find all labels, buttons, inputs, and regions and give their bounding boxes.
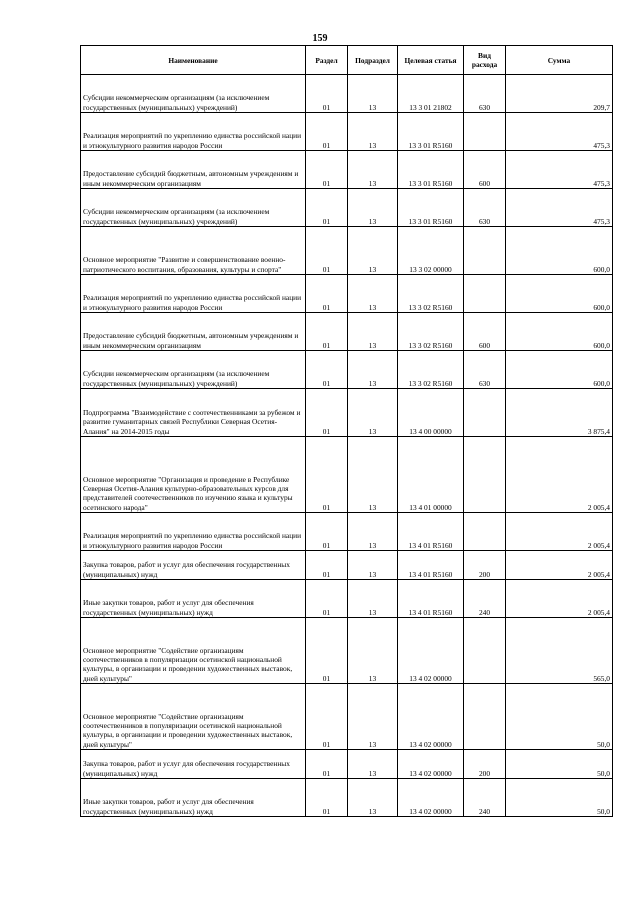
row-razdel: 01 bbox=[306, 551, 348, 580]
row-vid: 630 bbox=[464, 189, 506, 227]
row-name: Предоставление субсидий бюджетным, автономным учреждениям и иным некоммерческим организациям bbox=[81, 151, 306, 189]
row-podrazdel: 13 bbox=[348, 275, 398, 313]
row-summa: 565,0 bbox=[506, 618, 613, 684]
row-podrazdel: 13 bbox=[348, 750, 398, 779]
row-podrazdel: 13 bbox=[348, 113, 398, 151]
table-row bbox=[81, 684, 613, 750]
row-name: Субсидии некоммерческим организациям (за исключением государственных (муниципальных) учреждений) bbox=[81, 75, 306, 113]
table-row bbox=[81, 313, 613, 351]
column-header-vid: Вид расхода bbox=[464, 46, 506, 75]
row-podrazdel: 13 bbox=[348, 389, 398, 437]
row-summa: 3 875,4 bbox=[506, 389, 613, 437]
table-row bbox=[81, 75, 613, 113]
row-statya: 13 3 01 21802 bbox=[398, 75, 464, 113]
row-summa: 209,7 bbox=[506, 75, 613, 113]
table-row bbox=[81, 437, 613, 513]
row-razdel: 01 bbox=[306, 750, 348, 779]
row-vid: 240 bbox=[464, 779, 506, 817]
row-razdel: 01 bbox=[306, 618, 348, 684]
row-statya: 13 4 02 00000 bbox=[398, 779, 464, 817]
row-summa: 50,0 bbox=[506, 750, 613, 779]
row-podrazdel: 13 bbox=[348, 779, 398, 817]
row-vid bbox=[464, 618, 506, 684]
row-name: Основное мероприятие "Развитие и совершенствование военно-патриотического воспитания, образования, культуры и спорта" bbox=[81, 227, 306, 275]
row-vid bbox=[464, 389, 506, 437]
row-name: Предоставление субсидий бюджетным, автономным учреждениям и иным некоммерческим организациям bbox=[81, 313, 306, 351]
row-podrazdel: 13 bbox=[348, 618, 398, 684]
row-statya: 13 4 01 R5160 bbox=[398, 551, 464, 580]
row-podrazdel: 13 bbox=[348, 151, 398, 189]
row-statya: 13 4 02 00000 bbox=[398, 618, 464, 684]
table-row bbox=[81, 618, 613, 684]
row-podrazdel: 13 bbox=[348, 513, 398, 551]
table-row bbox=[81, 351, 613, 389]
row-name: Реализация мероприятий по укреплению единства российской нации и этнокультурного развития народов России bbox=[81, 275, 306, 313]
row-name: Субсидии некоммерческим организациям (за исключением государственных (муниципальных) учреждений) bbox=[81, 189, 306, 227]
table-row bbox=[81, 227, 613, 275]
row-vid bbox=[464, 684, 506, 750]
row-vid bbox=[464, 275, 506, 313]
row-name: Субсидии некоммерческим организациям (за исключением государственных (муниципальных) учреждений) bbox=[81, 351, 306, 389]
column-header-statya: Целевая статья bbox=[398, 46, 464, 75]
table-header bbox=[81, 46, 613, 75]
row-summa: 475,3 bbox=[506, 113, 613, 151]
row-vid bbox=[464, 437, 506, 513]
table-body bbox=[81, 75, 613, 817]
row-podrazdel: 13 bbox=[348, 684, 398, 750]
row-name: Реализация мероприятий по укреплению единства российской нации и этнокультурного развития народов России bbox=[81, 113, 306, 151]
row-summa: 475,3 bbox=[506, 189, 613, 227]
row-vid: 200 bbox=[464, 551, 506, 580]
row-statya: 13 4 02 00000 bbox=[398, 684, 464, 750]
row-vid: 240 bbox=[464, 580, 506, 618]
row-statya: 13 3 02 00000 bbox=[398, 227, 464, 275]
row-razdel: 01 bbox=[306, 227, 348, 275]
row-name: Основное мероприятие "Содействие организациям соотечественников в популяризации осетинской национальной культуры, в организации и проведении художественных выставок, дней культуры" bbox=[81, 618, 306, 684]
row-razdel: 01 bbox=[306, 313, 348, 351]
row-vid bbox=[464, 513, 506, 551]
row-vid: 200 bbox=[464, 750, 506, 779]
row-vid bbox=[464, 113, 506, 151]
row-razdel: 01 bbox=[306, 684, 348, 750]
row-summa: 600,0 bbox=[506, 275, 613, 313]
row-podrazdel: 13 bbox=[348, 227, 398, 275]
row-statya: 13 4 01 R5160 bbox=[398, 513, 464, 551]
row-razdel: 01 bbox=[306, 779, 348, 817]
row-razdel: 01 bbox=[306, 275, 348, 313]
row-razdel: 01 bbox=[306, 113, 348, 151]
row-vid: 630 bbox=[464, 351, 506, 389]
row-statya: 13 4 00 00000 bbox=[398, 389, 464, 437]
column-header-razdel: Раздел bbox=[306, 46, 348, 75]
row-statya: 13 3 01 R5160 bbox=[398, 189, 464, 227]
row-podrazdel: 13 bbox=[348, 351, 398, 389]
row-razdel: 01 bbox=[306, 75, 348, 113]
row-name: Закупка товаров, работ и услуг для обеспечения государственных (муниципальных) нужд bbox=[81, 551, 306, 580]
row-razdel: 01 bbox=[306, 351, 348, 389]
table-row bbox=[81, 551, 613, 580]
row-statya: 13 3 01 R5160 bbox=[398, 113, 464, 151]
table-row bbox=[81, 151, 613, 189]
row-vid bbox=[464, 227, 506, 275]
table-row bbox=[81, 275, 613, 313]
table-row bbox=[81, 750, 613, 779]
row-name: Иные закупки товаров, работ и услуг для обеспечения государственных (муниципальных) нужд bbox=[81, 580, 306, 618]
budget-table bbox=[80, 45, 613, 817]
row-name: Основное мероприятие "Организация и проведение в Республике Северная Осетия-Алания культурно-образовательных курсов для представителей соотечественников по изучению языка и культуры осетинского народа" bbox=[81, 437, 306, 513]
column-header-podrazdel: Подраздел bbox=[348, 46, 398, 75]
table-row bbox=[81, 779, 613, 817]
row-vid: 630 bbox=[464, 75, 506, 113]
row-razdel: 01 bbox=[306, 151, 348, 189]
column-header-name: Наименование bbox=[81, 46, 306, 75]
row-vid: 600 bbox=[464, 313, 506, 351]
column-header-summa: Сумма bbox=[506, 46, 613, 75]
row-statya: 13 4 02 00000 bbox=[398, 750, 464, 779]
row-name: Реализация мероприятий по укреплению единства российской нации и этнокультурного развития народов России bbox=[81, 513, 306, 551]
row-podrazdel: 13 bbox=[348, 189, 398, 227]
table-row bbox=[81, 113, 613, 151]
page-number: 159 bbox=[312, 33, 328, 44]
row-razdel: 01 bbox=[306, 189, 348, 227]
row-statya: 13 3 01 R5160 bbox=[398, 151, 464, 189]
row-statya: 13 4 01 00000 bbox=[398, 437, 464, 513]
table-row bbox=[81, 580, 613, 618]
row-summa: 600,0 bbox=[506, 227, 613, 275]
row-summa: 2 005,4 bbox=[506, 513, 613, 551]
row-summa: 600,0 bbox=[506, 313, 613, 351]
row-summa: 50,0 bbox=[506, 684, 613, 750]
row-name: Закупка товаров, работ и услуг для обеспечения государственных (муниципальных) нужд bbox=[81, 750, 306, 779]
row-podrazdel: 13 bbox=[348, 580, 398, 618]
row-name: Основное мероприятие "Содействие организациям соотечественников в популяризации осетинской национальной культуры, в организации и проведении художественных выставок, дней культуры" bbox=[81, 684, 306, 750]
row-podrazdel: 13 bbox=[348, 313, 398, 351]
row-podrazdel: 13 bbox=[348, 551, 398, 580]
row-summa: 600,0 bbox=[506, 351, 613, 389]
row-name: Подпрограмма "Взаимодействие с соотечественниками за рубежом и развитие гуманитарных связей Республики Северная Осетия-Алания" на 2014-2015 годы bbox=[81, 389, 306, 437]
row-razdel: 01 bbox=[306, 513, 348, 551]
row-statya: 13 3 02 R5160 bbox=[398, 313, 464, 351]
row-razdel: 01 bbox=[306, 437, 348, 513]
row-summa: 2 005,4 bbox=[506, 580, 613, 618]
table-row bbox=[81, 513, 613, 551]
row-summa: 475,3 bbox=[506, 151, 613, 189]
row-statya: 13 4 01 R5160 bbox=[398, 580, 464, 618]
row-summa: 2 005,4 bbox=[506, 551, 613, 580]
table-row bbox=[81, 389, 613, 437]
row-podrazdel: 13 bbox=[348, 437, 398, 513]
row-summa: 50,0 bbox=[506, 779, 613, 817]
row-podrazdel: 13 bbox=[348, 75, 398, 113]
row-name: Иные закупки товаров, работ и услуг для обеспечения государственных (муниципальных) нужд bbox=[81, 779, 306, 817]
row-statya: 13 3 02 R5160 bbox=[398, 275, 464, 313]
row-statya: 13 3 02 R5160 bbox=[398, 351, 464, 389]
table-row bbox=[81, 189, 613, 227]
row-vid: 600 bbox=[464, 151, 506, 189]
row-razdel: 01 bbox=[306, 580, 348, 618]
row-summa: 2 005,4 bbox=[506, 437, 613, 513]
row-razdel: 01 bbox=[306, 389, 348, 437]
